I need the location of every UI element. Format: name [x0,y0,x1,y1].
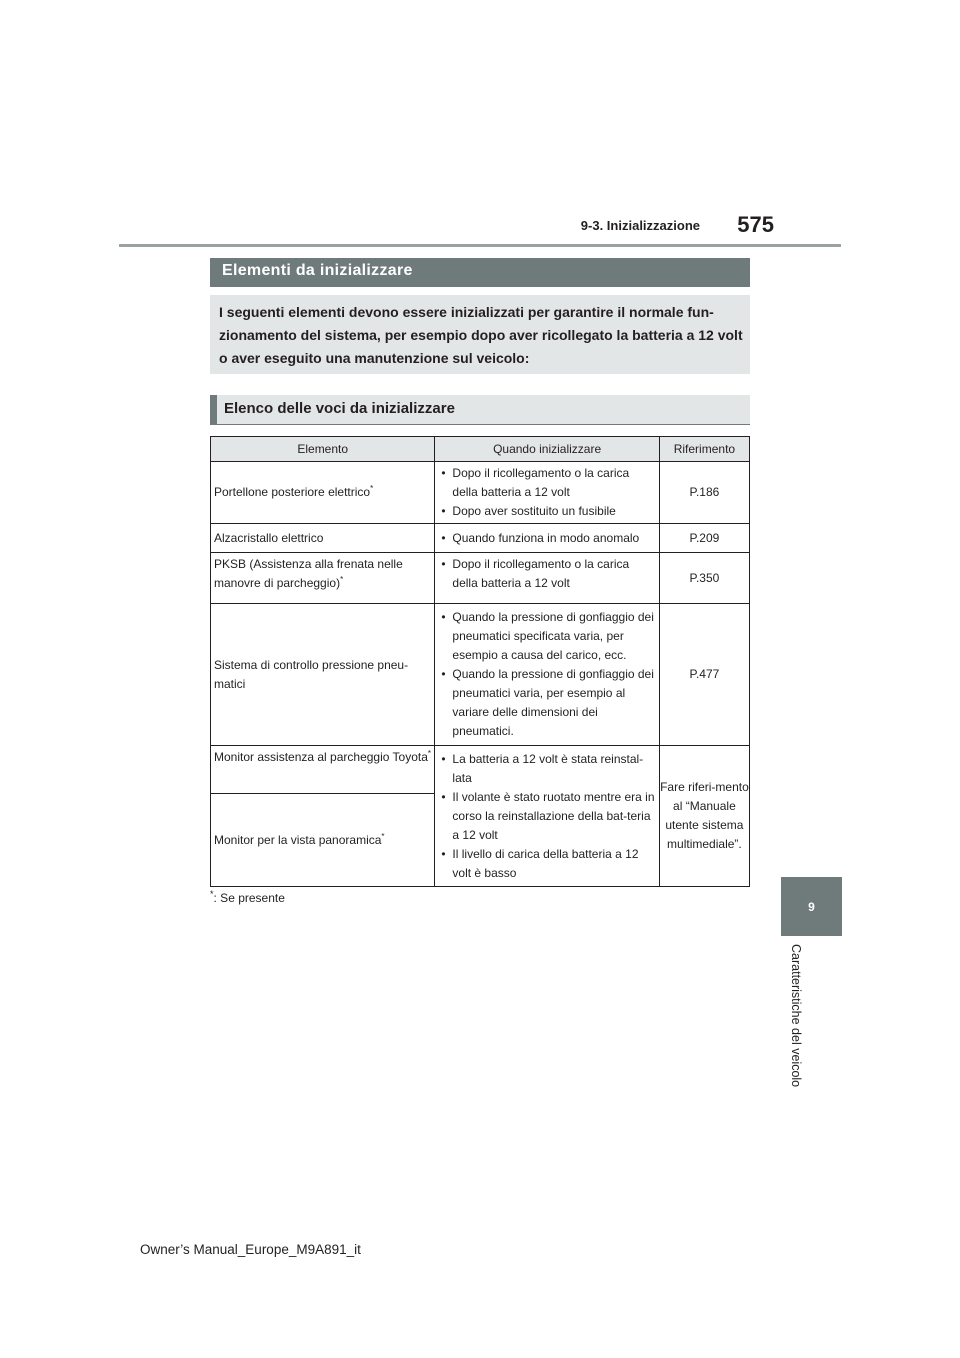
column-header-item: Elemento [211,437,435,462]
table-row [211,524,750,553]
subheading-accent [210,395,217,424]
section-label: 9-3. Inizializzazione [580,218,700,233]
table-row [211,462,750,524]
when-cell [435,462,659,524]
subheading-bar [210,395,750,425]
when-bullet: • Dopo il ricollegamento o la carica della batteria a 12 volt [441,464,654,502]
intro-box [210,295,750,374]
item-name: Portellone posteriore elettrico [214,485,371,499]
item-name: Monitor per la vista panoramica [214,832,382,847]
when-bullet: • Il livello di carica della batteria a 12 volt è basso [441,845,654,883]
item-cell [211,462,435,524]
item-cell [211,553,435,604]
when-bullet: • Dopo aver sostituito un fusibile [441,502,654,521]
item-name: PKSB (Assistenza alla frenata nelle manovre di parcheggio) [214,557,403,590]
footnote [210,891,285,905]
footer-text: Owner’s Manual_Europe_M9A891_it [140,1242,361,1257]
table-header-row [211,437,750,462]
when-bullet: • Dopo il ricollegamento o la carica della batteria a 12 volt [441,555,654,593]
item-cell [211,794,435,887]
asterisk-mark: * [427,749,432,758]
ref-cell: Fare riferi-mento al “Manuale utente sistema multimediale”. [659,746,749,887]
ref-cell: P.186 [659,462,749,524]
ref-cell: P.209 [659,524,749,553]
when-bullet: • La batteria a 12 volt è stata reinstal-lata [441,750,654,788]
item-cell [211,524,435,553]
item-name: Sistema di controllo pressione pneu-matici [214,657,409,691]
items-table [210,436,750,887]
when-bullet: • Quando la pressione di gonfiaggio dei pneumatici varia, per esempio al variare delle dimensioni dei pneumatici. [441,665,654,741]
column-header-ref: Riferimento [659,437,749,462]
item-cell [211,746,435,794]
when-cell [435,553,659,604]
chapter-title-text: Caratteristiche del veicolo [789,944,803,1088]
when-bullet: • Quando funziona in modo anomalo [441,529,654,548]
item-name: Alzacristallo elettrico [214,530,324,545]
column-header-when: Quando inizializzare [435,437,659,462]
intro-text: I seguenti elementi devono essere inizializzati per garantire il normale fun-zionamento del sistema, per esempio dopo aver ricollegato la batteria a 12 volt o aver eseguito una manutenzione sul veicolo: [219,304,743,366]
table-row [211,746,750,794]
asterisk-mark: * [381,831,385,841]
header-rule [119,244,841,247]
table-row [211,553,750,604]
section-title-bar [210,258,750,287]
ref-cell: P.350 [659,553,749,604]
when-cell [435,524,659,553]
item-cell [211,604,435,746]
footnote-text: : Se presente [213,891,285,905]
page-number: 575 [737,212,774,237]
chapter-title [783,944,809,1164]
subheading-text: Elenco delle voci da inizializzare [224,400,455,417]
footnote-mark: * [210,889,214,899]
asterisk-mark: * [370,484,374,493]
asterisk-mark: * [340,575,344,584]
when-cell [435,746,659,887]
chapter-tab: 9 [781,877,842,936]
when-cell [435,604,659,746]
table-row [211,604,750,746]
when-bullet: • Il volante è stato ruotato mentre era in corso la reinstallazione della bat-teria a 12 volt [441,788,654,845]
item-name: Monitor assistenza al parcheggio Toyota [214,750,428,764]
when-bullet: • Quando la pressione di gonfiaggio dei pneumatici specificata varia, per esempio a causa del carico, ecc. [441,608,654,665]
ref-cell: P.477 [659,604,749,746]
section-title: Elementi da inizializzare [222,262,413,279]
